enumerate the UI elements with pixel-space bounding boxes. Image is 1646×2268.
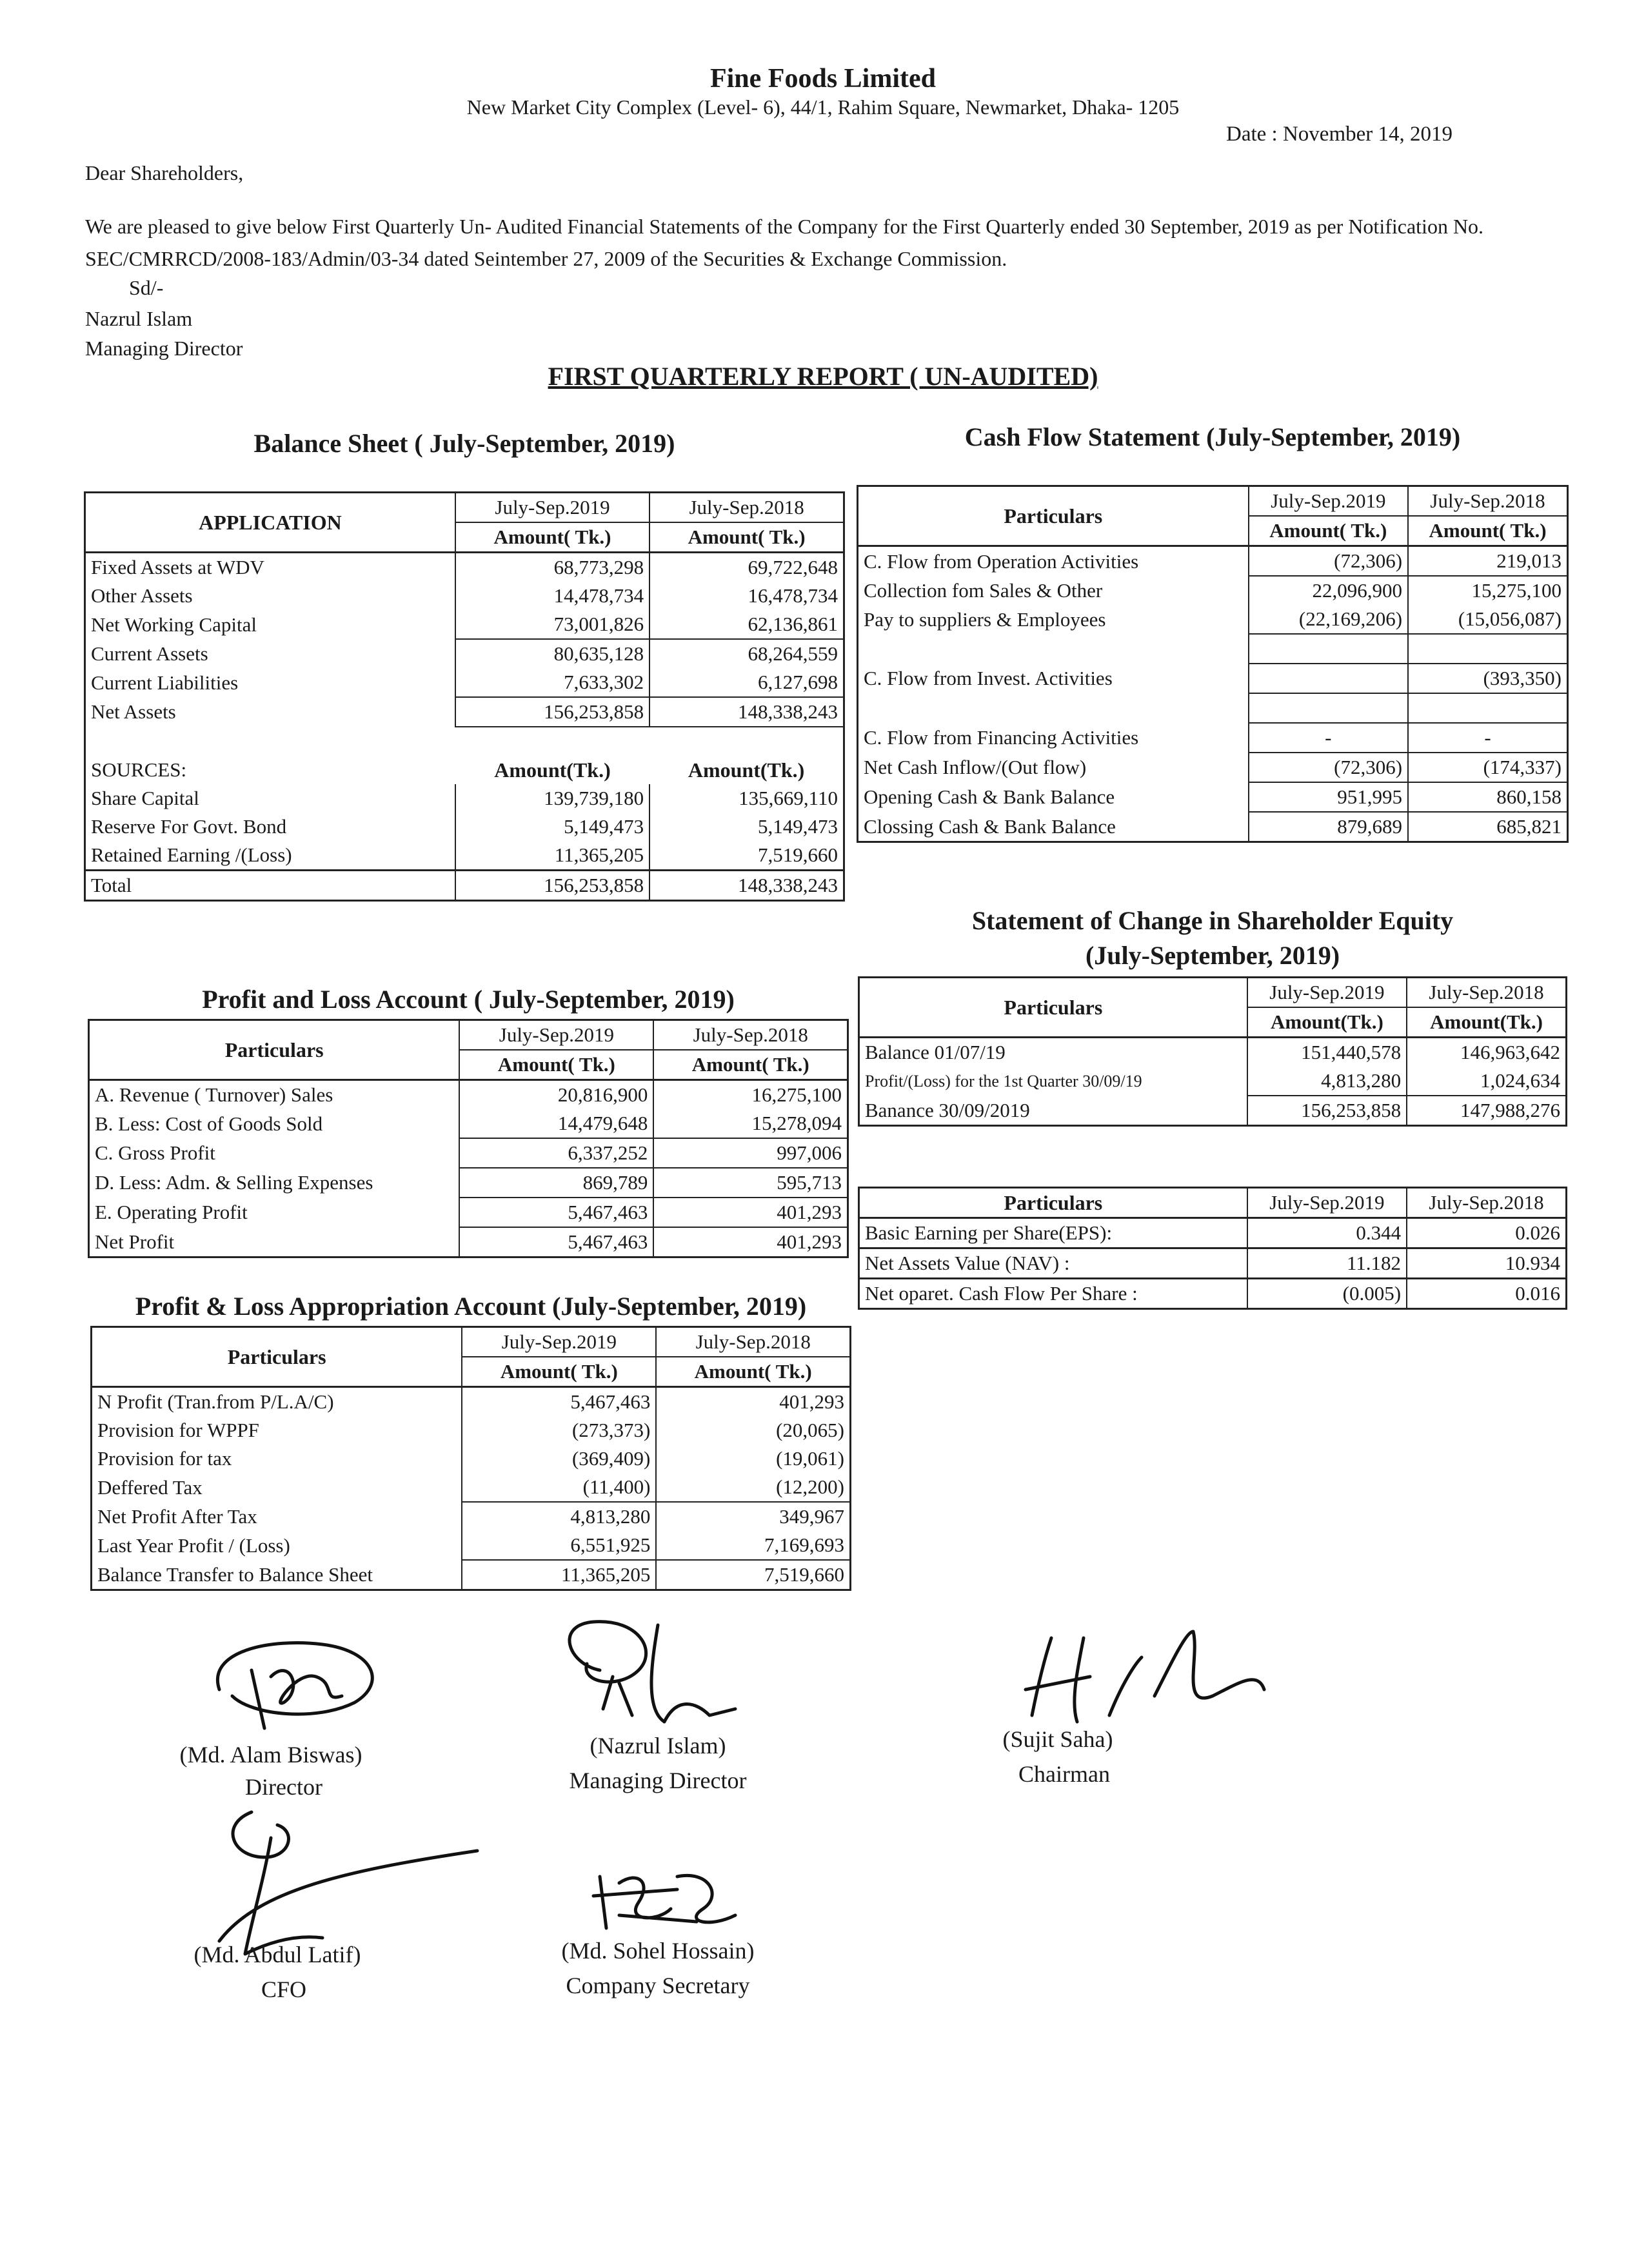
value-2019 — [1249, 693, 1408, 723]
row-label: Fixed Assets at WDV — [85, 553, 455, 582]
row-label: C. Gross Profit — [95, 1141, 215, 1164]
signatory-name: (Md. Sohel Hossain) — [561, 1938, 755, 1964]
table-row — [859, 1279, 1567, 1309]
col-2019-header: July-Sep.2019 — [455, 493, 649, 523]
row-label: Deffered Tax — [97, 1475, 203, 1499]
particulars-header: Particulars — [1004, 995, 1103, 1019]
value-2019: 5,467,463 — [459, 1227, 653, 1257]
value-2019: 14,479,648 — [459, 1109, 653, 1138]
particulars-header: Particulars — [224, 1038, 324, 1061]
cash-flow-table — [857, 485, 1569, 843]
row-label: Net Working Capital — [91, 613, 257, 636]
value-2019: (369,409) — [462, 1445, 656, 1473]
table-row — [92, 1473, 851, 1502]
sources-amount-header: Amount(Tk.) — [688, 758, 805, 782]
value-2019: 4,813,280 — [1247, 1067, 1407, 1096]
value-2019: 139,739,180 — [455, 784, 649, 813]
row-label: Provision for tax — [97, 1447, 232, 1470]
equity-title-line1: Statement of Change in Shareholder Equity — [971, 906, 1454, 935]
signatory-role: Chairman — [1018, 1761, 1110, 1787]
value-2018: (174,337) — [1408, 753, 1567, 782]
value-2019: 7,633,302 — [455, 668, 649, 697]
value-2018: 7,519,660 — [649, 841, 844, 871]
table-row — [859, 1038, 1567, 1067]
total-2018: 148,338,243 — [649, 871, 844, 901]
value-2018: 62,136,861 — [649, 610, 844, 639]
amount-header: Amount( Tk.) — [455, 522, 649, 553]
value-2018: (393,350) — [1408, 664, 1567, 693]
value-2018: 16,275,100 — [653, 1080, 848, 1110]
table-row — [92, 1445, 851, 1473]
amount-header: Amount( Tk.) — [1249, 516, 1408, 546]
profit-loss-table — [88, 1019, 849, 1258]
col-2019-header: July-Sep.2019 — [1249, 486, 1408, 517]
value-2019: 879,689 — [1249, 812, 1408, 842]
report-date: Date : November 14, 2019 — [1226, 123, 1453, 146]
row-label: Balance Transfer to Balance Sheet — [97, 1563, 373, 1586]
table-row — [858, 753, 1568, 782]
total-label: Total — [85, 871, 455, 901]
value-2018: 401,293 — [653, 1198, 848, 1227]
value-2019: 5,149,473 — [455, 813, 649, 841]
amount-header: Amount(Tk.) — [1247, 1007, 1407, 1038]
table-row — [85, 639, 844, 668]
row-label: Profit/(Loss) for the 1st Quarter 30/09/19 — [865, 1071, 1142, 1090]
col-2018-header: July-Sep.2018 — [656, 1327, 850, 1357]
value-2018: 997,006 — [653, 1138, 848, 1168]
table-row — [89, 1138, 848, 1168]
value-2018: 68,264,559 — [649, 639, 844, 668]
value-2018: (20,065) — [656, 1416, 850, 1445]
table-row — [85, 784, 844, 813]
value-2018: 148,338,243 — [649, 697, 844, 727]
value-2019: (0.005) — [1247, 1279, 1407, 1309]
row-label: Other Assets — [91, 584, 193, 607]
row-label: Share Capital — [91, 787, 199, 809]
company-address: New Market City Complex (Level- 6), 44/1, Rahim Square, Newmarket, Dhaka- 1205 — [466, 95, 1180, 119]
value-2018: 0.016 — [1407, 1279, 1566, 1309]
row-label: A. Revenue ( Turnover) Sales — [89, 1080, 460, 1110]
col-2019-header: July-Sep.2019 — [1247, 978, 1407, 1008]
row-label: Provision for WPPF — [97, 1419, 259, 1441]
value-2018: 5,149,473 — [649, 813, 844, 841]
table-row — [858, 664, 1568, 693]
row-label: E. Operating Profit — [95, 1201, 248, 1223]
value-2019: 5,467,463 — [459, 1198, 653, 1227]
value-2019: 11,365,205 — [455, 841, 649, 871]
table-row — [858, 723, 1568, 753]
table-row — [89, 1080, 848, 1110]
balance-sheet-table — [84, 491, 845, 902]
amount-header: Amount( Tk.) — [462, 1357, 656, 1387]
signatory-role: Director — [245, 1774, 322, 1800]
value-2018 — [1408, 693, 1567, 723]
value-2018: (19,061) — [656, 1445, 850, 1473]
company-name: Fine Foods Limited — [709, 64, 936, 94]
sources-label: SOURCES: — [91, 758, 187, 781]
col-2018-header: July-Sep.2018 — [1407, 1188, 1566, 1218]
table-row — [85, 841, 844, 871]
value-2019: 151,440,578 — [1247, 1038, 1407, 1067]
per-share-table — [858, 1187, 1567, 1310]
value-2019: (11,400) — [462, 1473, 656, 1502]
row-label — [858, 693, 1249, 723]
table-row — [89, 1109, 848, 1138]
value-2019: 0.344 — [1247, 1218, 1407, 1248]
row-label: Current Liabilities — [91, 671, 239, 694]
amount-header: Amount( Tk.) — [459, 1050, 653, 1080]
value-2018: (12,200) — [656, 1473, 850, 1502]
chairman-signature — [1006, 1619, 1277, 1735]
value-2018 — [1408, 634, 1567, 664]
row-label: Retained Earning /(Loss) — [91, 843, 292, 866]
report-title: FIRST QUARTERLY REPORT ( UN-AUDITED) — [548, 362, 1098, 391]
value-2018: 860,158 — [1408, 782, 1567, 812]
value-2019: 5,467,463 — [462, 1387, 656, 1417]
table-row — [859, 1218, 1567, 1248]
equity-title-line2: (July-September, 2019) — [1085, 941, 1340, 970]
value-2019: 4,813,280 — [462, 1502, 656, 1531]
row-label: Reserve For Govt. Bond — [91, 815, 287, 838]
value-2018: 15,275,100 — [1408, 576, 1567, 605]
table-row — [92, 1531, 851, 1560]
row-label: Net Profit — [95, 1230, 175, 1253]
appropriation-table — [90, 1326, 851, 1591]
value-2019: 11,365,205 — [462, 1560, 656, 1590]
table-row — [92, 1416, 851, 1445]
value-2018: 16,478,734 — [649, 582, 844, 610]
intro-paragraph: We are pleased to give below First Quarterly Un- Audited Financial Statements of the Company for the First Quarterly ended 30 September, 2019 as per Notification No. SEC/CMRRCD/2008-183/Admin/03-34 dated Seintember 27, 2009 of the Securities & Exchange Commission. — [85, 215, 1484, 270]
row-label: C. Flow from Financing Activities — [864, 726, 1139, 749]
row-label: Last Year Profit / (Loss) — [97, 1533, 290, 1557]
cash-flow-title: Cash Flow Statement (July-September, 2019) — [964, 422, 1461, 451]
value-2018: 6,127,698 — [649, 668, 844, 697]
value-2018: 7,169,693 — [656, 1531, 850, 1560]
table-row — [858, 576, 1568, 605]
signatory-name: (Md. Alam Biswas) — [179, 1742, 362, 1768]
value-2018: 595,713 — [653, 1168, 848, 1198]
row-label: Balance 01/07/19 — [859, 1038, 1247, 1067]
row-label — [858, 634, 1249, 664]
value-2019: 73,001,826 — [455, 610, 649, 639]
signatory-role: CFO — [261, 1977, 307, 2002]
value-2019: 11.182 — [1247, 1248, 1407, 1279]
col-2019-header: July-Sep.2019 — [459, 1020, 653, 1050]
value-2019: 68,773,298 — [455, 553, 649, 582]
table-row — [858, 605, 1568, 634]
value-2019: 14,478,734 — [455, 582, 649, 610]
value-2019: (273,373) — [462, 1416, 656, 1445]
signatory-role: Managing Director — [569, 1768, 747, 1793]
row-label: Net oparet. Cash Flow Per Share : — [859, 1279, 1247, 1309]
value-2019: (22,169,206) — [1249, 605, 1408, 634]
col-2018-header: July-Sep.2018 — [649, 493, 844, 523]
value-2019: 156,253,858 — [455, 697, 649, 727]
sd-mark: Sd/- — [129, 276, 164, 299]
value-2019: 869,789 — [459, 1168, 653, 1198]
signatory-name: (Sujit Saha) — [1002, 1726, 1113, 1752]
table-row — [85, 582, 844, 610]
particulars-header: Particulars — [1004, 1190, 1103, 1214]
table-row — [92, 1560, 851, 1590]
value-2019: - — [1249, 723, 1408, 753]
value-2019: (72,306) — [1249, 753, 1408, 782]
director-signature — [193, 1632, 400, 1748]
greeting: Dear Shareholders, — [85, 161, 244, 184]
amount-header: Amount( Tk.) — [649, 522, 844, 553]
table-row — [859, 1067, 1567, 1096]
row-label: Net Cash Inflow/(Out flow) — [864, 756, 1087, 778]
value-2018: 10.934 — [1407, 1248, 1566, 1279]
row-label: Clossing Cash & Bank Balance — [864, 814, 1116, 838]
amount-header: Amount(Tk.) — [1407, 1007, 1566, 1038]
table-row — [92, 1502, 851, 1531]
table-row — [89, 1168, 848, 1198]
value-2019 — [1249, 634, 1408, 664]
value-2018: 0.026 — [1407, 1218, 1566, 1248]
row-label: C. Flow from Invest. Activities — [864, 667, 1113, 689]
row-label: N Profit (Tran.from P/L.A/C) — [92, 1387, 462, 1417]
amount-header: Amount( Tk.) — [656, 1357, 850, 1387]
table-row — [85, 668, 844, 697]
value-2019: 156,253,858 — [1247, 1096, 1407, 1126]
table-row — [859, 1096, 1567, 1126]
col-2018-header: July-Sep.2018 — [1407, 978, 1566, 1008]
table-row — [92, 1387, 851, 1417]
row-label: Pay to suppliers & Employees — [864, 607, 1106, 631]
table-row — [85, 553, 844, 582]
application-header: APPLICATION — [199, 510, 342, 534]
signatory-name: (Md. Abdul Latif) — [193, 1942, 361, 1967]
table-row — [85, 813, 844, 841]
particulars-header: Particulars — [227, 1345, 326, 1368]
table-row — [858, 782, 1568, 812]
appropriation-title: Profit & Loss Appropriation Account (July-September, 2019) — [135, 1292, 807, 1321]
value-2018: 349,967 — [656, 1502, 850, 1531]
value-2018: 15,278,094 — [653, 1109, 848, 1138]
value-2019: 22,096,900 — [1249, 576, 1408, 605]
row-label: Banance 30/09/2019 — [865, 1098, 1030, 1121]
value-2018: 685,821 — [1408, 812, 1567, 842]
value-2019 — [1249, 664, 1408, 693]
col-2019-header: July-Sep.2019 — [462, 1327, 656, 1357]
amount-header: Amount( Tk.) — [653, 1050, 848, 1080]
letter-signatory-designation: Managing Director — [85, 337, 243, 360]
letter-signatory-name: Nazrul Islam — [85, 307, 193, 330]
table-row — [85, 610, 844, 639]
col-2018-header: July-Sep.2018 — [1408, 486, 1567, 517]
value-2018: 69,722,648 — [649, 553, 844, 582]
value-2019: 6,551,925 — [462, 1531, 656, 1560]
value-2018: 7,519,660 — [656, 1560, 850, 1590]
profit-loss-title: Profit and Loss Account ( July-September, 2019) — [202, 985, 735, 1014]
table-row — [89, 1198, 848, 1227]
table-row — [858, 546, 1568, 577]
value-2018: 401,293 — [656, 1387, 850, 1417]
value-2018: 219,013 — [1408, 546, 1567, 577]
value-2018: 146,963,642 — [1407, 1038, 1566, 1067]
table-row — [89, 1227, 848, 1257]
row-label: Net Assets Value (NAV) : — [859, 1248, 1247, 1279]
value-2018: 401,293 — [653, 1227, 848, 1257]
signatory-role: Company Secretary — [566, 1973, 750, 1998]
value-2019: 80,635,128 — [455, 639, 649, 668]
table-row — [858, 634, 1568, 664]
table-row — [858, 693, 1568, 723]
particulars-header: Particulars — [1004, 504, 1103, 528]
row-label: Opening Cash & Bank Balance — [864, 785, 1115, 808]
row-label: B. Less: Cost of Goods Sold — [95, 1112, 323, 1135]
row-label: Net Profit After Tax — [97, 1504, 257, 1528]
col-2018-header: July-Sep.2018 — [653, 1020, 848, 1050]
col-2019-header: July-Sep.2019 — [1247, 1188, 1407, 1218]
equity-table — [858, 976, 1567, 1127]
row-label: C. Flow from Operation Activities — [858, 546, 1249, 577]
value-2019: 951,995 — [1249, 782, 1408, 812]
value-2018: 1,024,634 — [1407, 1067, 1566, 1096]
row-label: Current Assets — [91, 642, 208, 665]
total-row — [85, 871, 844, 901]
signatory-name: (Nazrul Islam) — [590, 1733, 726, 1759]
value-2018: 147,988,276 — [1407, 1096, 1566, 1126]
row-label: Basic Earning per Share(EPS): — [859, 1218, 1247, 1248]
total-2019: 156,253,858 — [455, 871, 649, 901]
value-2018: 135,669,110 — [649, 784, 844, 813]
value-2018: - — [1408, 723, 1567, 753]
table-row — [859, 1248, 1567, 1279]
value-2019: (72,306) — [1249, 546, 1408, 577]
managing-director-signature — [542, 1612, 761, 1741]
company-secretary-signature — [580, 1851, 748, 1941]
value-2019: 6,337,252 — [459, 1138, 653, 1168]
amount-header: Amount( Tk.) — [1408, 516, 1567, 546]
value-2019: 20,816,900 — [459, 1080, 653, 1110]
row-label: Net Assets — [91, 700, 176, 723]
table-row — [858, 812, 1568, 842]
sources-amount-header: Amount(Tk.) — [494, 758, 611, 782]
row-label: D. Less: Adm. & Selling Expenses — [95, 1171, 373, 1194]
row-label: Collection fom Sales & Other — [864, 578, 1103, 602]
table-row — [85, 697, 844, 727]
value-2018: (15,056,087) — [1408, 605, 1567, 634]
balance-sheet-title: Balance Sheet ( July-September, 2019) — [253, 429, 675, 458]
